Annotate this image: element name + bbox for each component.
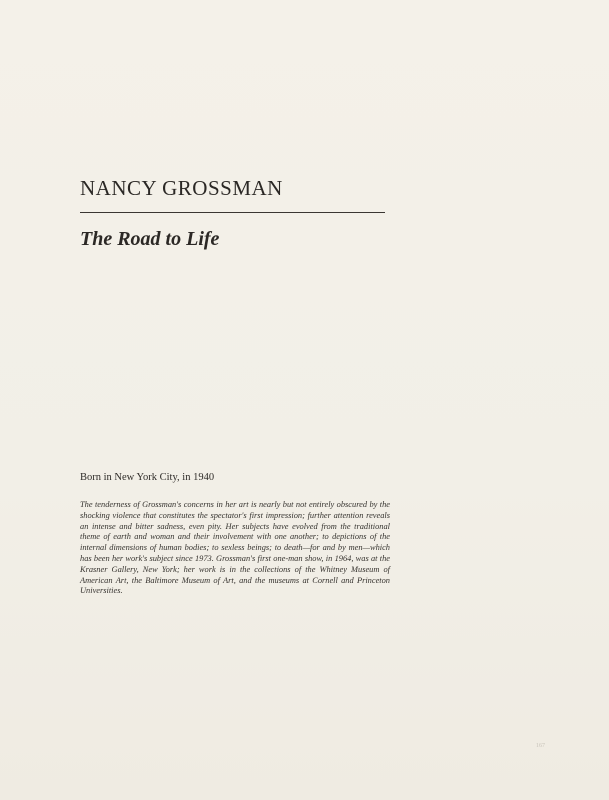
page-number: 167 [536,743,545,749]
artist-name-title: NANCY GROSSMAN [80,176,283,200]
birth-info: Born in New York City, in 1940 [80,472,215,483]
title-divider [80,212,385,213]
artwork-title: The Road to Life [80,228,220,250]
artist-biography: The tenderness of Grossman's concerns in her art is nearly but not entirely obscured by the shocking violence that constitutes the spectator's first impression; further attention reveals an intense and bitter sadness, even pity. Her subjects have evolved from the traditional theme of earth and woman and their involvement with one another; to depictions of the internal dimensions of human bodies; to sexless beings; to death—for and by men—which has been her work's subject since 1973. Grossman's first one-man show, in 1964, was at the Krasner Gallery, New York; her work is in the collections of the Whitney Museum of American Art, the Baltimore Museum of Art, and the museums at Cornell and Princeton Universities. [80,500,390,596]
